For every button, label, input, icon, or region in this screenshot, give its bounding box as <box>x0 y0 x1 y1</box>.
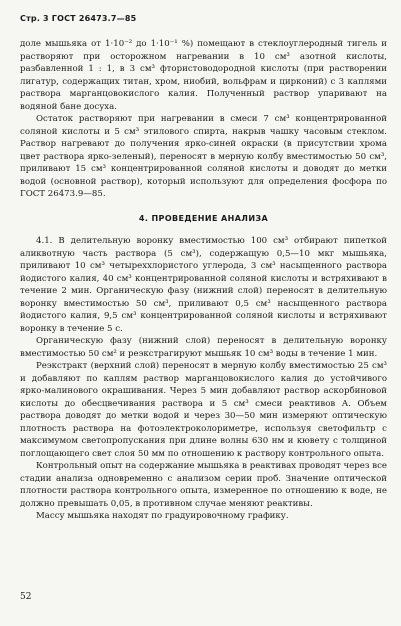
paragraph-6: Контрольный опыт на содержание мышьяка в реактивах проводят через все стадии анализа одновременно с анализом серии проб. Значение оптической плотности раствора контрольного опыта, измеренное по отношению к воде, не должно превышать 0,05, в противном случае меняют реактивы. <box>20 461 387 509</box>
section-heading: 4. ПРОВЕДЕНИЕ АНАЛИЗА <box>138 213 269 223</box>
paragraph-2: Остаток растворяют при нагревании в смеси 7 см³ концентрированной соляной кислоты и 5 см³ этилового спирта, накрыв чашку часовым стеклом. Раствор нагревают до получения ярко-синей окраски (в присутствии хрома цвет раствора ярко-зеленый), переносят в мерную колбу вместимостью 50 см³, приливают 15 см³ концентрированной соляной кислоты и доводят до метки водой (основной раствор), который используют для определения фосфора по ГОСТ 26473.9—85. <box>20 114 387 199</box>
paragraph-3: 4.1. В делительную воронку вместимостью 100 см³ отбирают пипеткой аликвотную часть раствора (5 см³), содержащую 0,5—10 мкг мышьяка, приливают 10 см³ четыреххлористого углерода, 3 см³ насыщенного раствора йодистого калия, 40 см³ концентрированной соляной кислоты и встряхивают в течение 2 мин. Органическую фазу (нижний слой) переносят в делительную воронку вместимостью 50 см³, приливают 0,5 см³ насыщенного раствора йодистого калия, 9,5 см³ концентрированной соляной кислоты и встряхивают воронку в течение 5 с. <box>20 236 387 334</box>
paragraph-1: доле мышьяка от 1·10⁻² до 1·10⁻¹ %) помещают в стеклоуглеродный тигель и растворяют при осторожном нагревании в 10 см³ азотной кислоты, разбавленной 1 : 1, в 3 см³ фтористоводородной кислоты (при растворении лигатур, содержащих титан, хром, ниобий, вольфрам и цирконий) с 3 каплями раствора марганцовокислого калия. Полученный раствор упаривают на водяной бане досуха. <box>20 39 387 112</box>
document-body <box>20 38 387 523</box>
page-number: 52 <box>20 592 32 602</box>
paragraph-4: Органическую фазу (нижний слой) переносят в делительную воронку вместимостью 50 см² и реэкстрагируют мышьяк 10 см³ воды в течение 1 мин. <box>20 336 387 359</box>
running-head: Стр. 3 ГОСТ 26473.7—85 <box>20 14 137 23</box>
paragraph-7: Массу мышьяка находят по градуировочному графику. <box>36 511 289 521</box>
paragraph-5: Реэкстракт (верхний слой) переносят в мерную колбу вместимостью 25 см³ и добавляют по каплям раствор марганцовокислого калия до устойчивого ярко-малинового окрашивания. Через 5 мин добавляют раствор аскорбиновой кислоты до обесцвечивания раствора и 5 см³ смеси реактивов А. Объем раствора доводят до метки водой и через 30—50 мин измеряют оптическую плотность раствора на фотоэлектроколориметре, используя светофильтр с максимумом светопропускания при длине волны 630 нм и кювету с толщиной поглощающего свет слоя 50 мм по отношению к раствору контрольного опыта. <box>20 361 387 459</box>
